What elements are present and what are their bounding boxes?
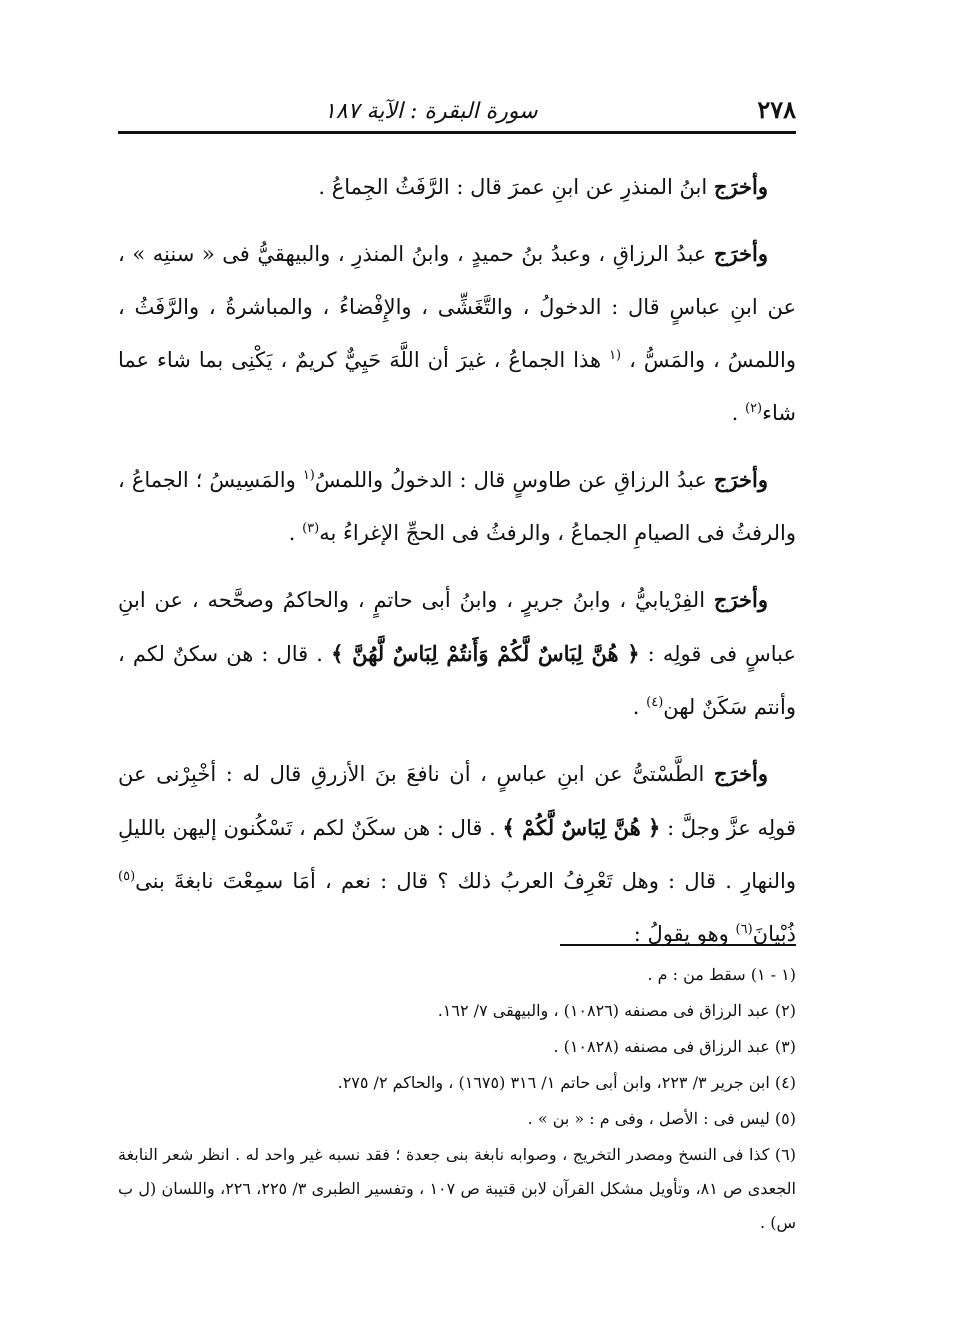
- paragraph-lead: وأخرَج: [713, 467, 768, 492]
- running-header: [118, 86, 796, 124]
- paragraph-lead: وأخرَج: [713, 174, 768, 199]
- page-number: ٢٧٨: [757, 95, 796, 124]
- paragraph-text: عبدُ الرزاقِ عن طاوسٍ قال : الدخولُ واللمسُ: [314, 468, 714, 492]
- footnote-4: (٤) ابن جرير ٣/ ٢٢٣، وابن أبى حاتم ١/ ٣١٦ (١٦٧٥) ، والحاكم ٢/ ٢٧٥.: [337, 1073, 796, 1092]
- footnotes-separator: [560, 944, 796, 946]
- paragraph-text: ابنُ المنذرِ عن ابنِ عمرَ قال : الرَّفَثُ الجِماعُ .: [318, 175, 714, 199]
- paragraph-text: الطَّسْتىُّ عن ابنِ عباسٍ ، أن نافعَ بنَ الأزرقِ قال له : أخْبِرْنى عن قولِه عزَّ وجلَّ :: [118, 762, 796, 840]
- quran-verse: ﴿ هُنَّ لِبَاسٌ لَّكُمْ ﴾: [502, 815, 661, 840]
- paragraph-end: وهو يقولُ :: [633, 922, 736, 946]
- footnote-6: (٦) كذا فى النسخ ومصدر التخريج ، وصوابه نابغة بنى جعدة ؛ فقد نسبه غير واحد له . انظر شعر النابغة الجعدى ص ٨١، وتأويل مشكل القرآن لابن قتيبة ص ١٠٧ ، وتفسير الطبرى ٣/ ٢٢٥، ٢٢٦، واللسان (ل ب س) .: [118, 1145, 797, 1232]
- paragraph-1: [118, 160, 796, 214]
- header-rule: [118, 131, 796, 134]
- paragraph-text: والمَسِيسُ ؛ الجماعُ ، والرفثُ فى الصيامِ الجماعُ ، والرفثُ فى الحجِّ الإغراءُ به: [118, 468, 796, 545]
- paragraph-5: [118, 747, 796, 961]
- paragraph-text: ذُبْيانَ: [752, 922, 796, 946]
- quran-verse: ﴿ هُنَّ لِبَاسٌ لَّكُمْ وَأَنتُمْ لِبَاسٌ لَّهُنَّ ﴾: [331, 641, 640, 666]
- paragraph-lead: وأخرَج: [713, 587, 768, 612]
- paragraph-text: . قال : هن سكَنٌ لكم ، تَسْكُنون إليهن بالليلِ والنهارِ . قال : وهل تَعْرِفُ العربُ ذلك ؟ قال : نعم ، أمَا سمِعْتَ نابغةَ بنى: [118, 816, 796, 893]
- paragraph-text: . قال : هن سكنٌ لكم ، وأنتم سَكَنٌ لهن: [118, 642, 796, 719]
- paragraph-end: .: [731, 401, 745, 425]
- paragraph-end: .: [288, 521, 303, 545]
- paragraph-3: [118, 453, 796, 560]
- footnote-marker: (٢): [744, 401, 763, 416]
- footnote-marker: (٤): [646, 695, 664, 710]
- footnote-2: (٢) عبد الرزاق فى مصنفه (١٠٨٢٦) ، والبيهقى ٧/ ١٦٢.: [437, 1001, 796, 1020]
- paragraph-text: عبدُ الرزاقِ ، وعبدُ بنُ حميدٍ ، وابنُ المنذرِ ، والبيهقيُّ فى « سننِه » ، عن ابنِ عباسٍ قال : الدخولُ ، والتَّغَشِّى ، والإِفْضاءُ ، والمباشرةُ ، والرَّفَثُ ، واللمسُ ، والمَسُّ ،: [118, 242, 796, 372]
- paragraph-lead: وأخرَج: [713, 241, 768, 266]
- footnote-5: (٥) ليس فى : الأصل ، وفى م : « بن » .: [527, 1109, 796, 1128]
- footnote-marker: (٣): [302, 521, 320, 536]
- main-text: [118, 160, 796, 974]
- footnote-marker: (١: [302, 468, 315, 483]
- footnote-marker: (٦): [735, 922, 753, 937]
- footnote-marker: (٥): [118, 869, 136, 884]
- paragraph-text: الفِرْيابيُّ ، وابنُ جريرٍ ، وابنُ أبى حاتمٍ ، والحاكمُ وصحَّحه ، عن ابنِ عباسٍ فى قولِه :: [118, 588, 796, 666]
- paragraph-4: [118, 573, 796, 734]
- paragraph-end: .: [632, 695, 647, 719]
- paragraph-text: هذا الجماعُ ، غيرَ أن اللَّهَ حَيِيٌّ كريمٌ ، يَكْنِى بما شاء عما شاء: [118, 348, 796, 425]
- footnote-1: (١ - ١) سقط من : م .: [647, 965, 796, 984]
- sura-title: سورة البقرة : الآية ١٨٧: [324, 99, 538, 124]
- footnotes: [118, 958, 796, 1242]
- footnote-marker: (١: [609, 348, 622, 363]
- paragraph-2: [118, 227, 796, 440]
- paragraph-lead: وأخرَج: [713, 761, 768, 786]
- footnote-3: (٣) عبد الرزاق فى مصنفه (١٠٨٢٨) .: [553, 1037, 796, 1056]
